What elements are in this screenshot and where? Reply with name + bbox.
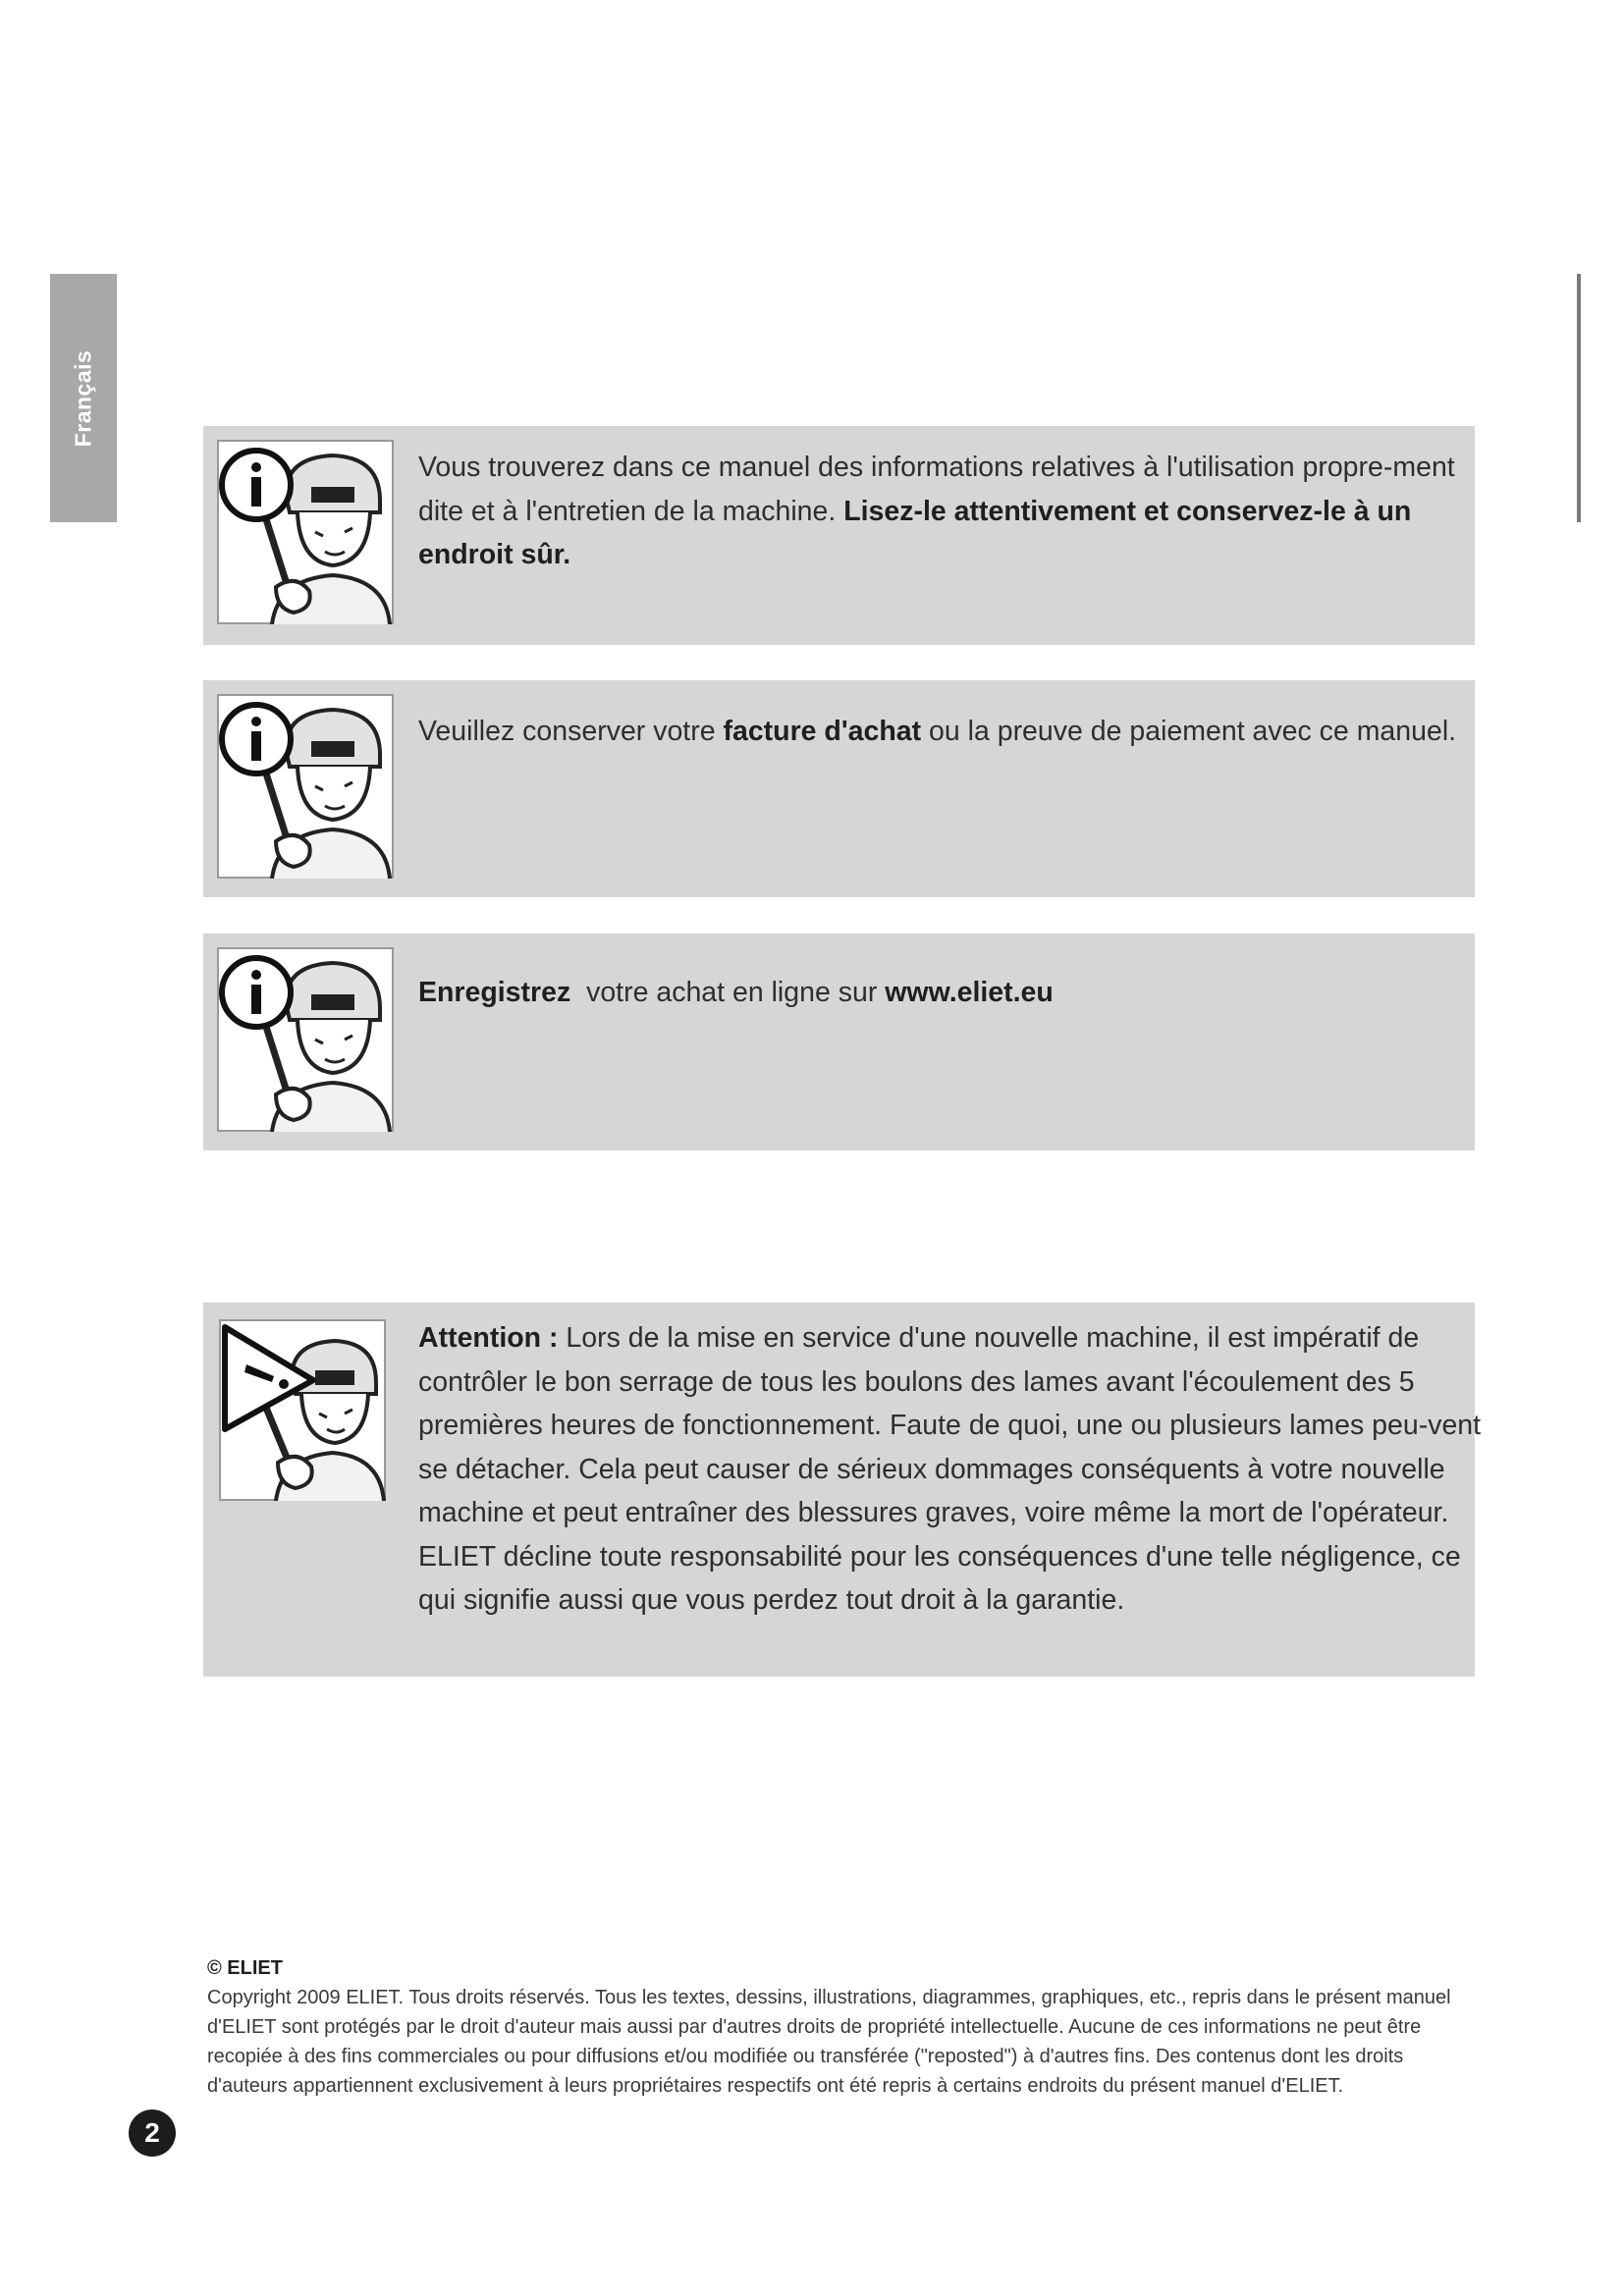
info-notice-manual — [203, 426, 1475, 645]
info-icon — [217, 694, 394, 879]
info-notice-register — [203, 934, 1475, 1150]
copyright-block — [207, 1953, 1484, 2101]
notice-text: Vous trouverez dans ce manuel des informations relatives à l'utilisation propre-ment dite et à l'entretien de la machine. Lisez-le attentivement et conservez-le à un endroit sûr. — [418, 452, 1455, 570]
info-icon — [217, 440, 394, 624]
language-tab-label: Français — [70, 349, 96, 447]
language-tab — [50, 274, 117, 522]
warning-icon — [219, 1319, 386, 1501]
page-number: 2 — [129, 2109, 176, 2157]
notice-text: Enregistrez votre achat en ligne sur www.eliet.eu — [418, 977, 1054, 1008]
copyright-title: © ELIET — [207, 1957, 283, 1979]
notice-text: Attention : Lors de la mise en service d'une nouvelle machine, il est impératif de contrôler le bon serrage de tous les boulons des lames avant l'écoulement des 5 premières heures de fonctionnement. Faute de quoi, une ou plusieurs lames peu-vent se détacher. Cela peut causer de sérieux dommages conséquents à votre nouvelle machine et peut entraîner des blessures graves, voire même la mort de l'opérateur. ELIET décline toute responsabilité pour les conséquences d'une telle négligence, ce qui signifie aussi que vous perdez tout droit à la garantie. — [418, 1322, 1482, 1616]
copyright-body: Copyright 2009 ELIET. Tous droits réservés. Tous les textes, dessins, illustrations, diagrammes, graphiques, etc., repris dans le présent manuel d'ELIET sont protégés par le droit d'auteur mais aussi par d'autres droits de propriété intellectuelle. Aucune de ces informations ne peut être recopiée à des fins commerciales ou pour diffusions et/ou modifiée ou transférée ("reposted") à d'autres fins. Des contenus dont les droits d'auteurs appartiennent exclusivement à leurs propriétaires respectifs ont été repris à certains endroits du présent manuel d'ELIET. — [207, 1987, 1451, 2097]
margin-rule — [1577, 274, 1581, 522]
info-icon — [217, 947, 394, 1132]
info-notice-invoice — [203, 680, 1475, 897]
notice-text: Veuillez conserver votre facture d'achat ou la preuve de paiement avec ce manuel. — [418, 716, 1457, 747]
warning-notice-bolts — [203, 1303, 1482, 1677]
